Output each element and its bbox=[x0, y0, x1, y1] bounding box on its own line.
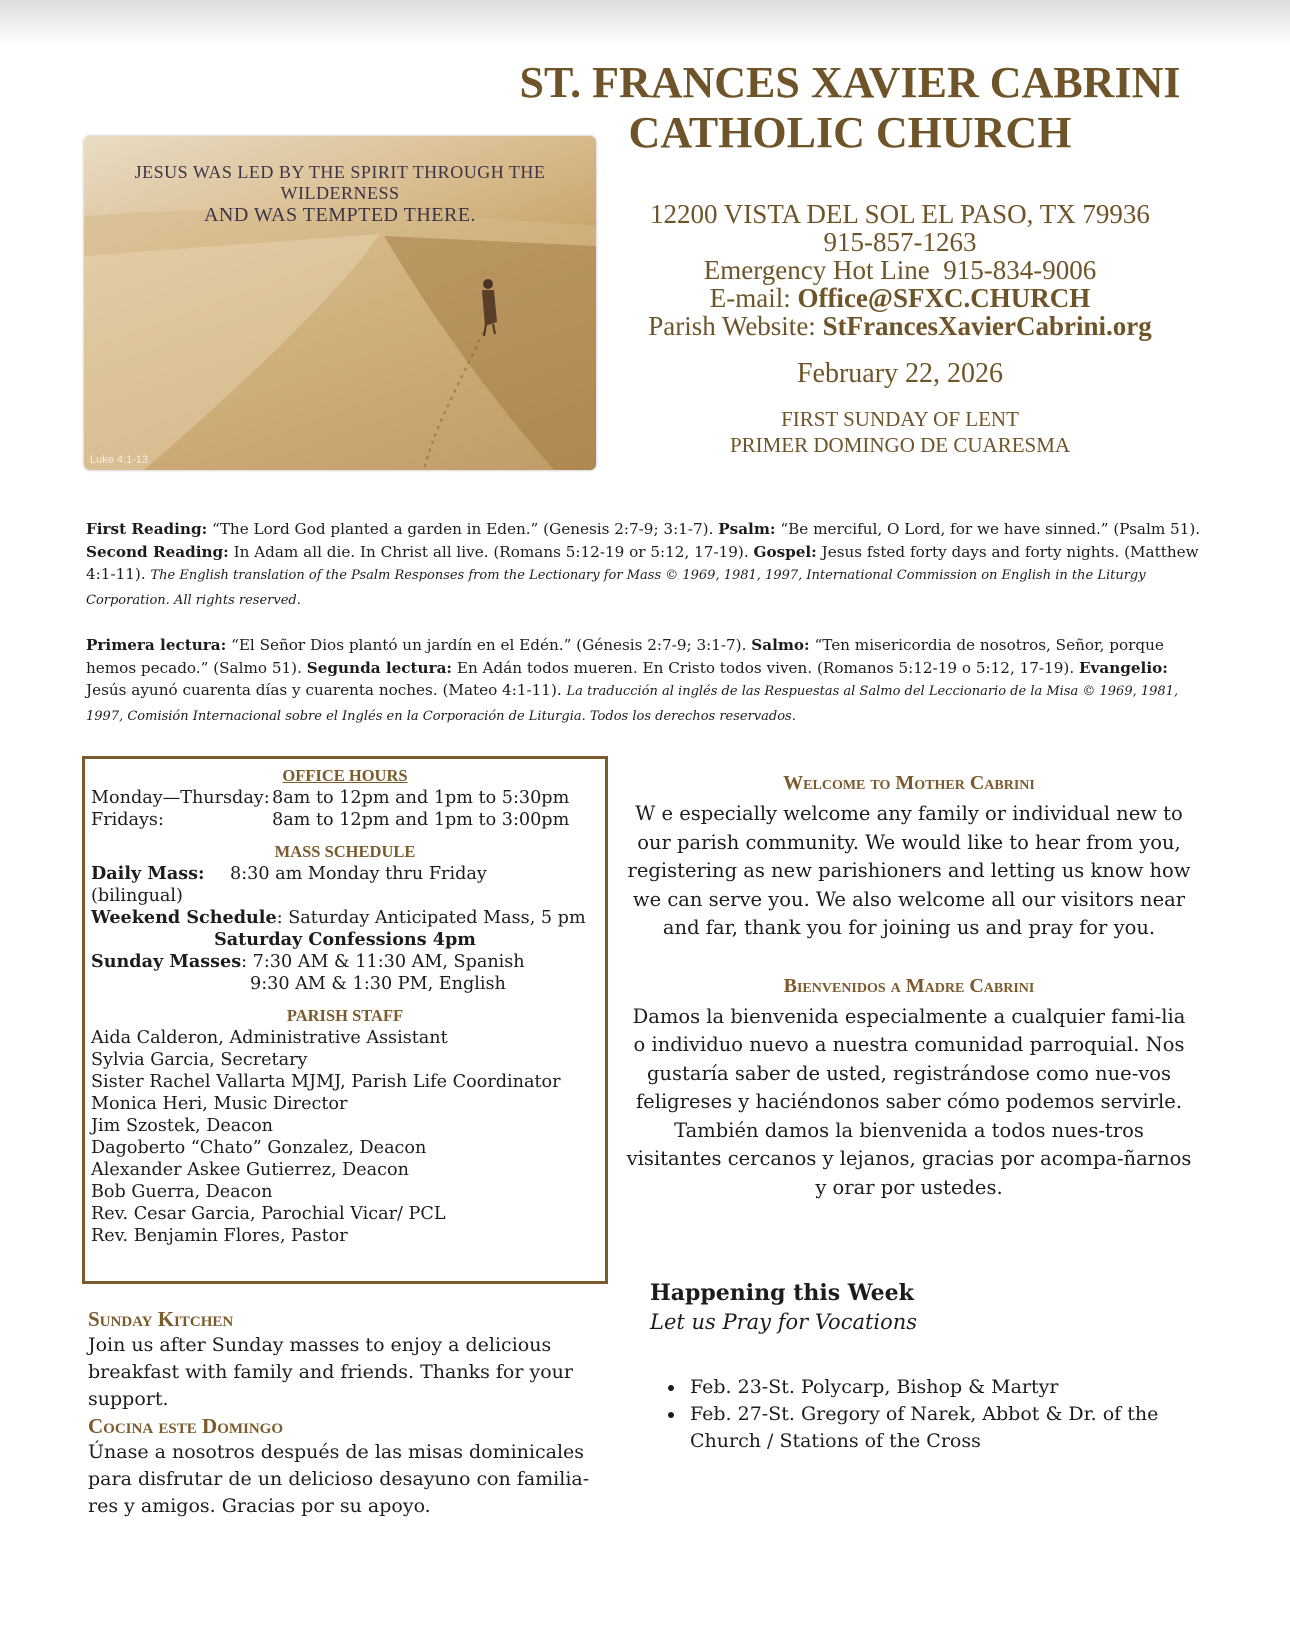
salmo: “Ten misericordia de nosotros, Señor, porque hemos pecado.” (Salmo 51). bbox=[86, 636, 1164, 677]
website-line bbox=[600, 312, 1200, 340]
happening-subtitle: Let us Pray for Vocations bbox=[650, 1310, 918, 1334]
gospel-label: Gospel: bbox=[753, 542, 817, 561]
staff-member: Sylvia Garcia, Secretary bbox=[91, 1050, 308, 1070]
second-reading: In Adam all die. In Christ all live. (Romans 5:12-19 or 5:12, 17-19). bbox=[233, 542, 749, 561]
staff-member: Aida Calderon, Administrative Assistant bbox=[91, 1028, 448, 1048]
hero-caption-line1: JESUS WAS LED BY THE SPIRIT THROUGH THE WILDERNESS bbox=[134, 162, 546, 203]
daily-mass-label: Daily Mass: bbox=[91, 863, 205, 884]
hotline-label: Emergency Hot Line bbox=[703, 255, 930, 285]
staff-member: Alexander Askee Gutierrez, Deacon bbox=[91, 1160, 409, 1180]
staff-member: Sister Rachel Vallarta MJMJ, Parish Life Coordinator bbox=[91, 1072, 561, 1092]
evangelio-label: Evangelio: bbox=[1078, 658, 1168, 677]
event-item: • Feb. 23-St. Polycarp, Bishop & Martyr bbox=[686, 1374, 1210, 1401]
sunday-kitchen-title: Sunday Kitchen bbox=[88, 1307, 234, 1331]
daily-mass-note: (bilingual) bbox=[91, 886, 183, 906]
office-hours-days: Monday—Thursday: bbox=[91, 788, 270, 808]
email-label: E-mail: bbox=[709, 283, 791, 313]
hero-image bbox=[84, 136, 596, 470]
sunday-kitchen-body: Join us after Sunday masses to enjoy a delicious breakfast with family and friends. Thanks for your support. bbox=[88, 1334, 573, 1410]
event-item: • Feb. 27-St. Gregory of Narek, Abbot & Dr. of the Church / Stations of the Cross bbox=[686, 1401, 1210, 1455]
hero-scripture-reference: Luke 4:1-13 bbox=[90, 454, 149, 466]
office-hours-title: OFFICE HOURS bbox=[282, 766, 408, 785]
weekend-label: Weekend Schedule bbox=[91, 907, 277, 928]
welcome-title-spanish: Bienvenidos a Madre Cabrini bbox=[783, 974, 1035, 997]
first-reading-label: First Reading: bbox=[86, 520, 208, 538]
office-hours-days: Fridays: bbox=[91, 810, 164, 830]
readings-english bbox=[86, 518, 1206, 612]
hotline-number: 915-834-9006 bbox=[943, 255, 1097, 285]
first-reading: “The Lord God planted a garden in Eden.” (Genesis 2:7-9; 3:1-7). bbox=[212, 520, 714, 538]
emergency-hotline bbox=[600, 256, 1200, 284]
email-link[interactable]: Office@SFXC.CHURCH bbox=[797, 283, 1091, 313]
cocina-body: Únase a nosotros después de las misas dominicales para disfrutar de un delicioso desayuno con familia-res y amigos. Gracias por su apoyo. bbox=[88, 1441, 590, 1517]
office-hours-row bbox=[91, 809, 599, 831]
daily-mass-row bbox=[91, 863, 599, 885]
welcome-body-english: W e especially welcome any family or individual new to our parish community. We would like to hear from you, registering as new parishioners and letting us know how we can serve you. We also welcome all our visitors near and far, thank you for joining us and pray for you. bbox=[627, 802, 1191, 939]
church-name bbox=[500, 58, 1200, 158]
website-link[interactable]: StFrancesXavierCabrini.org bbox=[822, 311, 1152, 341]
office-hours-time: 8am to 12pm and 1pm to 5:30pm bbox=[272, 788, 570, 808]
weekend-time: : Saturday Anticipated Mass, 5 pm bbox=[276, 908, 586, 928]
staff-member: Jim Szostek, Deacon bbox=[91, 1116, 274, 1136]
copyright-spanish: La traducción al inglés de las Respuestas al Salmo del Leccionario de la Misa © 1969, 1981, 1997, Comisión Internacional sobre el Inglés en la Corporación de Liturgia. Todos los derechos reservados. bbox=[86, 684, 1179, 724]
segunda-lectura: En Adán todos mueren. En Cristo todos viven. (Romanos 5:12-19 o 5:12, 17-19). bbox=[456, 658, 1075, 677]
happening-title: Happening this Week bbox=[650, 1280, 914, 1306]
office-hours-row bbox=[91, 787, 599, 809]
welcome-title-english: Welcome to Mother Cabrini bbox=[783, 772, 1035, 794]
church-name-line1: ST. FRANCES XAVIER CABRINI bbox=[519, 58, 1181, 107]
occasion-english: FIRST SUNDAY OF LENT bbox=[781, 407, 1019, 431]
readings-spanish bbox=[86, 634, 1206, 728]
copyright-english: The English translation of the Psalm Responses from the Lectionary for Mass © 1969, 1981, 1997, International Commission on English in the Liturgy Corporation. All rights reserved. bbox=[86, 568, 1146, 608]
website-label: Parish Website: bbox=[648, 311, 816, 341]
gospel: Jesus fsted forty days and forty nights. (Matthew 4:1-11). bbox=[86, 542, 1199, 583]
salmo-label: Salmo: bbox=[751, 636, 810, 654]
mass-schedule-title: MASS SCHEDULE bbox=[274, 842, 416, 861]
second-reading-label: Second Reading: bbox=[86, 542, 229, 561]
office-hours-time: 8am to 12pm and 1pm to 3:00pm bbox=[272, 810, 570, 830]
welcome-section bbox=[624, 770, 1194, 1202]
staff-member: Monica Heri, Music Director bbox=[91, 1094, 348, 1114]
sunday-masses-label: Sunday Masses bbox=[91, 951, 242, 972]
psalm-label: Psalm: bbox=[718, 520, 776, 538]
staff-member: Dagoberto “Chato” Gonzalez, Deacon bbox=[91, 1138, 427, 1158]
parish-staff-title: PARISH STAFF bbox=[286, 1006, 404, 1025]
staff-member: Rev. Cesar Garcia, Parochial Vicar/ PCL bbox=[91, 1204, 446, 1224]
confessions: Saturday Confessions 4pm bbox=[214, 929, 476, 950]
staff-member: Rev. Benjamin Flores, Pastor bbox=[91, 1226, 348, 1246]
segunda-lectura-label: Segunda lectura: bbox=[306, 658, 453, 677]
daily-mass-time: 8:30 am Monday thru Friday bbox=[230, 864, 487, 884]
hero-caption bbox=[84, 162, 596, 227]
church-name-line2: CATHOLIC CHURCH bbox=[628, 108, 1072, 157]
bulletin-date: February 22, 2026 bbox=[796, 358, 1004, 389]
email-line bbox=[600, 284, 1200, 312]
sunday-masses-english: 9:30 AM & 1:30 PM, English bbox=[250, 974, 506, 994]
primera-lectura: “El Señor Dios plantó un jardín en el Edén.” (Génesis 2:7-9; 3:1-7). bbox=[231, 636, 747, 654]
primera-lectura-label: Primera lectura: bbox=[86, 636, 227, 654]
contact-block bbox=[600, 200, 1200, 458]
sunday-masses-spanish: : 7:30 AM & 11:30 AM, Spanish bbox=[241, 952, 525, 972]
hero-caption-line2: AND WAS TEMPTED THERE. bbox=[203, 204, 477, 226]
sunday-kitchen bbox=[88, 1306, 608, 1520]
top-shade bbox=[0, 0, 1290, 46]
occasion-spanish: PRIMER DOMINGO DE CUARESMA bbox=[729, 433, 1071, 457]
cocina-title: Cocina este Domingo bbox=[88, 1414, 284, 1438]
events-list bbox=[650, 1374, 1210, 1455]
staff-member: Bob Guerra, Deacon bbox=[91, 1182, 273, 1202]
welcome-body-spanish: Damos la bienvenida especialmente a cualquier fami-lia o individuo nuevo a nuestra comunidad parroquial. Nos gustaría saber de usted, registrándose como nue-vos feligreses y haciéndonos saber cómo podemos servirle. También damos la bienvenida a todos nues-tros visitantes cercanos y lejanos, gracias por acompa-ñarnos y orar por ustedes. bbox=[626, 1004, 1192, 1199]
weekend-schedule bbox=[91, 907, 599, 929]
address: 12200 VISTA DEL SOL EL PASO, TX 79936 bbox=[650, 199, 1150, 229]
sunday-masses bbox=[91, 951, 599, 973]
psalm: “Be merciful, O Lord, for we have sinned.” (Psalm 51). bbox=[780, 520, 1201, 538]
parish-staff-list bbox=[91, 1027, 599, 1247]
parish-info-box bbox=[82, 756, 608, 1284]
evangelio: Jesús ayunó cuarenta días y cuarenta noches. (Mateo 4:1-11). bbox=[86, 681, 562, 699]
phone: 915-857-1263 bbox=[823, 227, 977, 257]
happening-this-week bbox=[650, 1278, 1210, 1455]
